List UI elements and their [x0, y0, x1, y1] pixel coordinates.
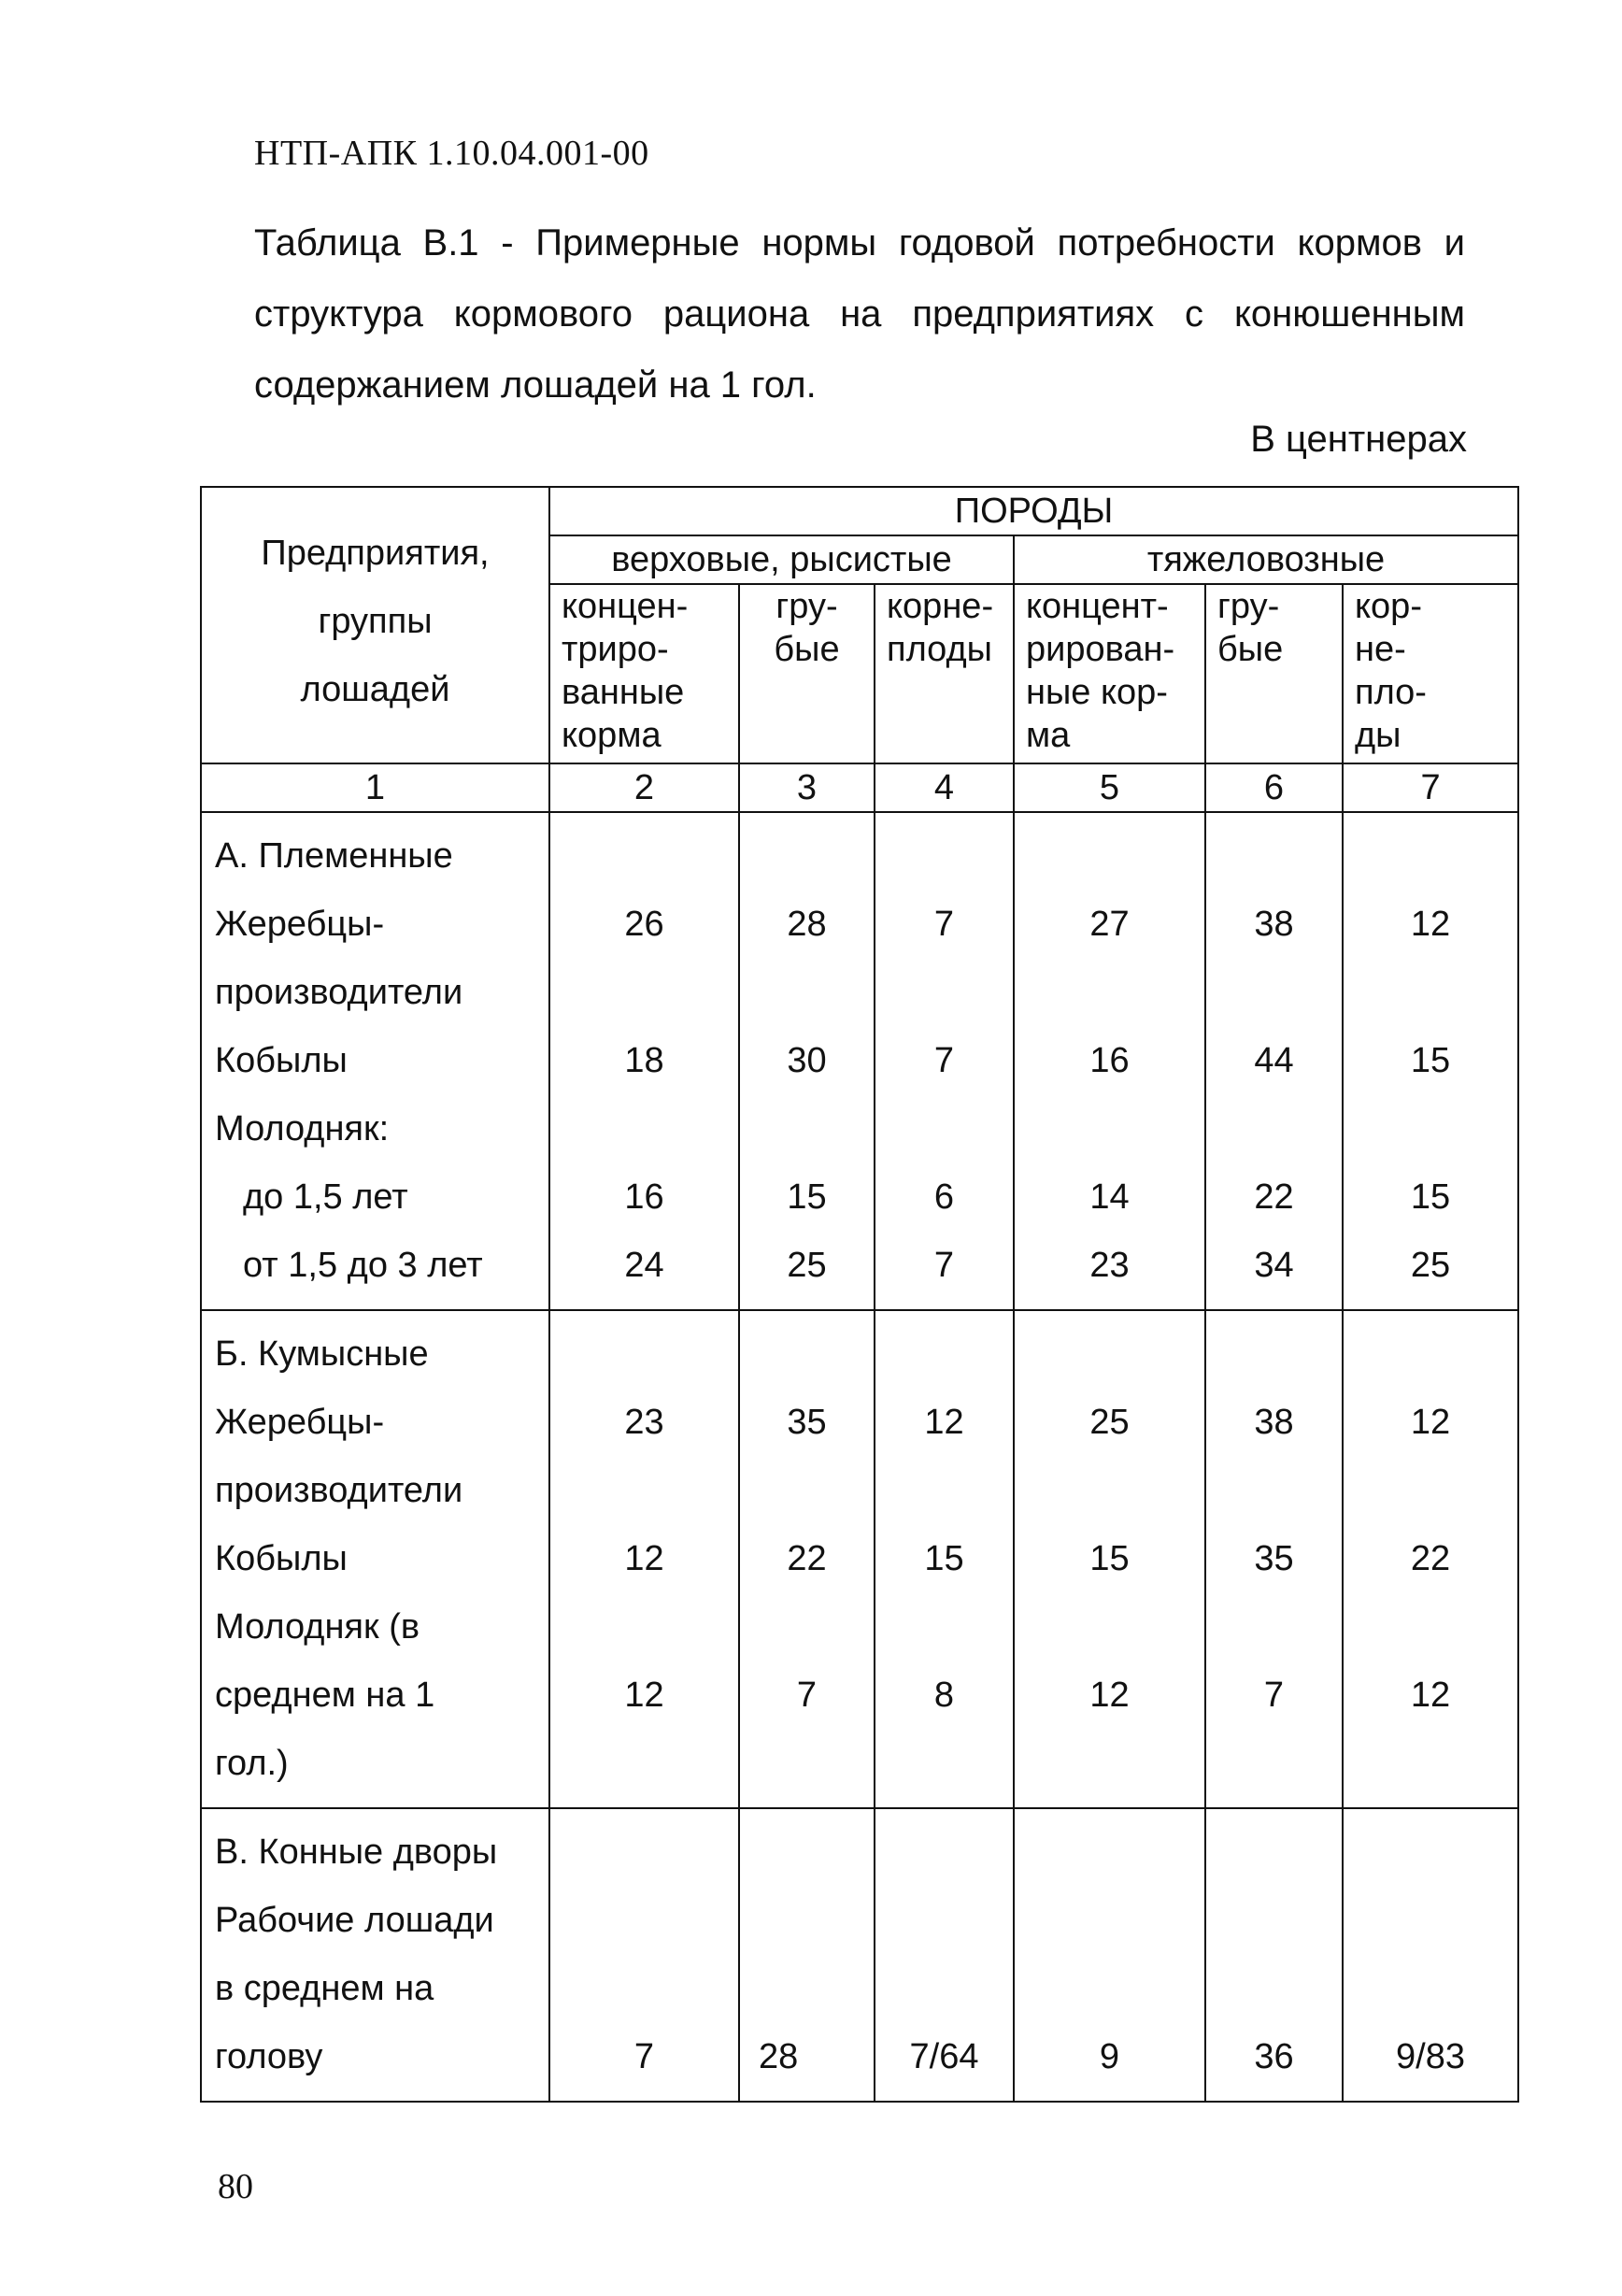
header-corner-line: группы: [318, 601, 433, 641]
table-cell: 27: [1089, 905, 1130, 944]
column-number: 6: [1205, 763, 1343, 812]
header-root-crops: [875, 584, 1014, 763]
column-number: 5: [1014, 763, 1205, 812]
header-line: ванные: [562, 673, 685, 712]
header-line: ды: [1355, 716, 1401, 755]
row-label: Жеребцы-: [215, 1403, 385, 1442]
row-label: до 1,5 лет: [243, 1177, 408, 1217]
row-label: производители: [215, 973, 463, 1012]
table-cell: 25: [1410, 1246, 1451, 1285]
table-row-section-b: [201, 1310, 1518, 1808]
row-names-c: [201, 1808, 549, 2102]
table-cell: 22: [1410, 1539, 1451, 1578]
table-cell: 7: [796, 1676, 818, 1715]
header-line: корма: [562, 716, 662, 755]
values-col-6: [1205, 1310, 1343, 1808]
table-cell: 38: [1254, 905, 1294, 944]
header-roughage: [739, 584, 875, 763]
column-number: 2: [549, 763, 739, 812]
row-label: в среднем на: [215, 1969, 434, 2008]
document-code: НТП-АПК 1.10.04.001-00: [254, 134, 649, 173]
table-cell: 7: [933, 1041, 955, 1080]
values-col-7: [1343, 1310, 1518, 1808]
table-cell: 7: [1263, 1676, 1285, 1715]
header-line: гру-: [1217, 587, 1280, 626]
page-number: 80: [218, 2167, 253, 2206]
header-line: концен-: [562, 587, 689, 626]
table-cell: 15: [1410, 1041, 1451, 1080]
table-cell: 6: [933, 1177, 955, 1217]
row-names-a: [201, 812, 549, 1310]
header-line: рирован-: [1026, 630, 1175, 669]
table-cell: 25: [787, 1246, 827, 1285]
row-label: Кобылы: [215, 1539, 348, 1578]
table-cell: 9/83: [1396, 2037, 1465, 2076]
values-col-2: [549, 1310, 739, 1808]
values-col-7: [1343, 1808, 1518, 2102]
values-col-5: [1014, 812, 1205, 1310]
table-cell: 22: [1254, 1177, 1294, 1217]
row-label: среднем на 1: [215, 1676, 435, 1715]
table-cell: 12: [624, 1539, 664, 1578]
header-line: бые: [1217, 630, 1284, 669]
table-cell: 14: [1089, 1177, 1130, 1217]
values-col-5: [1014, 1808, 1205, 2102]
row-label: Кобылы: [215, 1041, 348, 1080]
table-row-section-a: [201, 812, 1518, 1310]
table-row-section-c: [201, 1808, 1518, 2102]
row-label: гол.): [215, 1744, 289, 1783]
values-col-5: [1014, 1310, 1205, 1808]
table-caption: Таблица В.1 - Примерные нормы годовой потребности кормов и структура кормового рациона на предприятиях с конюшенным содержанием лошадей на 1 гол.: [254, 222, 1465, 406]
table-cell: 7: [933, 1246, 955, 1285]
row-label: Жеребцы-: [215, 905, 385, 944]
table-cell: 7: [933, 905, 955, 944]
row-names-b: [201, 1310, 549, 1808]
table-cell: 12: [924, 1403, 964, 1442]
header-breeds: ПОРОДЫ: [549, 487, 1518, 535]
table-cell: 34: [1254, 1246, 1294, 1285]
header-line: пло-: [1355, 673, 1427, 712]
table-cell: 9: [1099, 2037, 1120, 2076]
table-cell: 22: [787, 1539, 827, 1578]
table-cell: 24: [624, 1246, 664, 1285]
values-col-3: [739, 1310, 875, 1808]
table-cell: 15: [787, 1177, 827, 1217]
header-group-draft: тяжеловозные: [1014, 535, 1518, 584]
header-corner-line: лошадей: [300, 669, 450, 709]
header-line: ные кор-: [1026, 673, 1168, 712]
values-col-3: [739, 1808, 875, 2102]
row-label: Молодняк (в: [215, 1607, 420, 1647]
table-cell: 12: [1410, 1676, 1451, 1715]
values-col-2: [549, 812, 739, 1310]
table-cell: 15: [1410, 1177, 1451, 1217]
table-cell: 35: [787, 1403, 827, 1442]
table-cell: 36: [1254, 2037, 1294, 2076]
row-label: производители: [215, 1471, 463, 1510]
row-label: голову: [215, 2037, 323, 2076]
table-cell: 7/64: [909, 2037, 979, 2076]
header-line: концент-: [1026, 587, 1169, 626]
section-title: В. Конные дворы: [215, 1833, 498, 1872]
values-col-4: [875, 1310, 1014, 1808]
values-col-6: [1205, 812, 1343, 1310]
header-line: триро-: [562, 630, 669, 669]
header-line: ма: [1026, 716, 1071, 755]
header-line: плоды: [887, 630, 992, 669]
row-label: Молодняк:: [215, 1109, 390, 1148]
values-col-4: [875, 1808, 1014, 2102]
column-number: 1: [201, 763, 549, 812]
header-corner-line: Предприятия,: [261, 533, 490, 573]
header-concentrates: [549, 584, 739, 763]
header-line: не-: [1355, 630, 1406, 669]
table-cell: 38: [1254, 1403, 1294, 1442]
table-cell: 23: [624, 1403, 664, 1442]
table-cell: 23: [1089, 1246, 1130, 1285]
units-note: В центнерах: [1250, 419, 1467, 460]
column-number: 4: [875, 763, 1014, 812]
header-root-crops-draft: [1343, 584, 1518, 763]
section-title: Б. Кумысные: [215, 1334, 429, 1374]
column-number: 3: [739, 763, 875, 812]
table-cell: 25: [1089, 1403, 1130, 1442]
header-concentrates-draft: [1014, 584, 1205, 763]
header-line: бые: [774, 630, 840, 669]
values-col-3: [739, 812, 875, 1310]
values-col-2: [549, 1808, 739, 2102]
table-cell: 28: [759, 2037, 799, 2076]
header-roughage-draft: [1205, 584, 1343, 763]
row-label: от 1,5 до 3 лет: [243, 1246, 483, 1285]
table-cell: 12: [1410, 1403, 1451, 1442]
table-cell: 7: [633, 2037, 655, 2076]
table-cell: 35: [1254, 1539, 1294, 1578]
section-title: А. Племенные: [215, 836, 453, 876]
table-cell: 15: [924, 1539, 964, 1578]
column-number: 7: [1343, 763, 1518, 812]
table-cell: 16: [624, 1177, 664, 1217]
table-cell: 18: [624, 1041, 664, 1080]
header-line: кор-: [1355, 587, 1422, 626]
table-cell: 44: [1254, 1041, 1294, 1080]
table-cell: 12: [624, 1676, 664, 1715]
header-enterprises: [201, 487, 549, 763]
values-col-7: [1343, 812, 1518, 1310]
header-group-riding: верховые, рысистые: [549, 535, 1014, 584]
table-cell: 12: [1089, 1676, 1130, 1715]
values-col-4: [875, 812, 1014, 1310]
table-cell: 12: [1410, 905, 1451, 944]
table-cell: 15: [1089, 1539, 1130, 1578]
table-cell: 26: [624, 905, 664, 944]
header-line: корне-: [887, 587, 994, 626]
table-cell: 30: [787, 1041, 827, 1080]
feed-norms-table: [200, 486, 1519, 2103]
table-cell: 8: [933, 1676, 955, 1715]
table-cell: 28: [787, 905, 827, 944]
header-line: гру-: [775, 587, 838, 626]
table-cell: 16: [1089, 1041, 1130, 1080]
values-col-6: [1205, 1808, 1343, 2102]
row-label: Рабочие лошади: [215, 1901, 494, 1940]
